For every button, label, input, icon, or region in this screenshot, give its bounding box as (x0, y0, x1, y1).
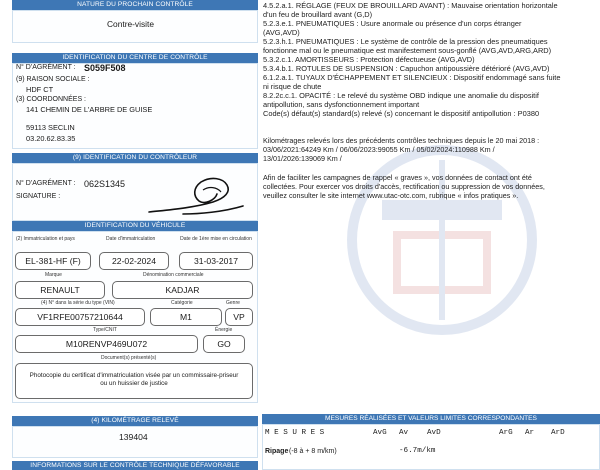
utac-watermark-logo (342, 140, 542, 340)
controller-agrement-label: N° D'AGRÉMENT : (16, 180, 76, 187)
vehicle-panel (12, 231, 258, 403)
genre-label: Genre (226, 300, 240, 306)
controller-agrement-value: 062S1345 (84, 179, 126, 189)
controller-header: (9) IDENTIFICATION DU CONTRÔLEUR (12, 153, 258, 163)
docs-label: Document(s) présenté(s) (101, 355, 157, 361)
defect-line: d'un feu de brouillard avant (G,D) (263, 10, 373, 19)
defect-line: 5.2.3.e.1. PNEUMATIQUES : Usure anormale ou présence d'un corps étranger (263, 19, 522, 28)
signature-drawing (143, 168, 253, 220)
reg-label: (2) Immatriculation et pays (16, 236, 75, 242)
mileage-value: 139404 (119, 432, 148, 442)
reg-date-label: Date d'immatriculation (106, 236, 156, 242)
measures-title: M E S U R E S (265, 429, 325, 437)
center-raison-value: HDF CT (26, 85, 54, 94)
make-value: RENAULT (15, 281, 105, 299)
mileage-header: (4) KILOMÉTRAGE RELEVÉ (12, 416, 258, 426)
energy-value: GO (203, 335, 245, 353)
defect-line: 6.1.2.a.1. TUYAUX D'ÉCHAPPEMENT ET SILENCIEUX : Dispositif endommagé sans fuite (263, 73, 561, 82)
measures-header: MESURES RÉALISÉES ET VALEURS LIMITES CORRESPONDANTES (262, 414, 600, 424)
center-address-line2: 59113 SECLIN (26, 123, 75, 132)
genre-value: VP (225, 308, 253, 326)
controller-panel (12, 163, 258, 221)
measures-col-avg: AvG (373, 429, 387, 437)
measures-col-ar: Ar (525, 429, 535, 437)
controller-signature-label: SIGNATURE : (16, 193, 61, 200)
center-agrement-value: S059F508 (84, 63, 126, 73)
measures-col-arg: ArG (499, 429, 513, 437)
first-date-label: Date de 1ère mise en circulation (180, 236, 252, 242)
recall-info-line: Afin de faciliter les campagnes de rappel « graves », vos données de contact ont été (263, 173, 532, 182)
defect-line: 5.3.4.b.1. ROTULES DE SUSPENSION : Capuchon antipoussière détérioré (AVG,AVD) (263, 64, 550, 73)
center-coord-label: (3) COORDONNÉES : (16, 96, 87, 103)
mileage-history-line: 03/06/2021:64249 Km / 06/06/2023:99055 Km / 05/02/2024:110988 Km / (263, 145, 495, 154)
center-raison-label: (9) RAISON SOCIALE : (16, 76, 90, 83)
measures-panel (262, 424, 600, 470)
info-header: INFORMATIONS SUR LE CONTRÔLE TECHNIQUE DÉFAVORABLE (12, 461, 258, 470)
vehicle-header: IDENTIFICATION DU VÉHICULE (12, 221, 258, 231)
center-panel (12, 63, 258, 149)
measures-col-avd: AvD (427, 429, 441, 437)
first-date-value: 31-03-2017 (179, 252, 253, 270)
type-value: M10RENVP469U072 (15, 335, 198, 353)
left-column (0, 0, 258, 470)
mileage-history-line: 13/01/2026:139069 Km / (263, 154, 342, 163)
next-visit-panel (12, 10, 258, 43)
model-value: KADJAR (112, 281, 253, 299)
defect-line: 4.5.2.a.1. RÉGLAGE (FEUX DE BROUILLARD AVANT) : Mauvaise orientation horizontale (263, 1, 558, 10)
model-label: Dénomination commerciale (143, 272, 204, 278)
measures-col-av: Av (399, 429, 409, 437)
vin-label: (4) N° dans la série du type (VIN) (41, 300, 115, 306)
category-value: M1 (150, 308, 222, 326)
docs-value-line1: Photocopie du certificat d'immatriculation visée par un commissaire-priseur (29, 372, 239, 379)
next-visit-header: NATURE DU PROCHAIN CONTRÔLE (12, 0, 258, 10)
center-header: IDENTIFICATION DU CENTRE DE CONTRÔLE (12, 53, 258, 63)
defect-line: Code(s) défaut(s) standard(s) relevé (s) concernant le dispositif antipollution : P0380 (263, 109, 540, 118)
recall-info-line: collectées. Pour exercer vos droits d'accès, rectification ou suppression de vos données, (263, 182, 545, 191)
docs-box (15, 363, 253, 399)
make-label: Marque (45, 272, 62, 278)
recall-info-line: veuillez consulter le site internet www.utac-otc.com, rubrique « infos pratiques ». (263, 191, 519, 200)
center-phone: 03.20.62.83.35 (26, 134, 76, 143)
reg-value: EL-381-HF (F) (15, 252, 91, 270)
defect-line: 8.2.2c.c.1. OPACITÉ : Le relevé du système OBD indique une anomalie du dispositif (263, 91, 539, 100)
defect-line: antipollution, sans dysfonctionnement important (263, 100, 420, 109)
next-visit-value: Contre-visite (107, 19, 155, 29)
reg-date-value: 22-02-2024 (99, 252, 169, 270)
mileage-history-line: Kilométrages relevés lors des précédents contrôles techniques depuis le 20 mai 2018 : (263, 136, 540, 145)
ripage-range: (-8 à + 8 m/km) (289, 448, 337, 455)
measures-col-ard: ArD (551, 429, 565, 437)
defect-line: fonctionne mal ou le pneumatique est manifestement sous-gonflé (AVG,AVD,ARG,ARD) (263, 46, 552, 55)
defect-line: 5.2.3.h.1. PNEUMATIQUES : Le système de contrôle de la pression des pneumatiques (263, 37, 548, 46)
defect-line: 5.3.2.c.1. AMORTISSEURS : Protection défectueuse (AVG,AVD) (263, 55, 475, 64)
mileage-panel (12, 426, 258, 458)
defect-line: ni risque de chute (263, 82, 322, 91)
energy-label: Énergie (215, 327, 233, 333)
center-address-line1: 141 CHEMIN DE L'ARBRE DE GUISE (26, 105, 153, 114)
docs-value-line2: ou un huissier de justice (100, 380, 168, 387)
right-column (262, 0, 600, 470)
type-label: Type/CNIT (93, 327, 117, 333)
category-label: Catégorie (171, 300, 193, 306)
ripage-value: -6.7m/km (399, 447, 436, 455)
ripage-label: Ripage (265, 448, 289, 455)
defect-line: (AVG,AVD) (263, 28, 300, 37)
vin-value: VF1RFE00757210644 (15, 308, 145, 326)
center-agrement-label: N° D'AGRÉMENT : (16, 64, 76, 71)
